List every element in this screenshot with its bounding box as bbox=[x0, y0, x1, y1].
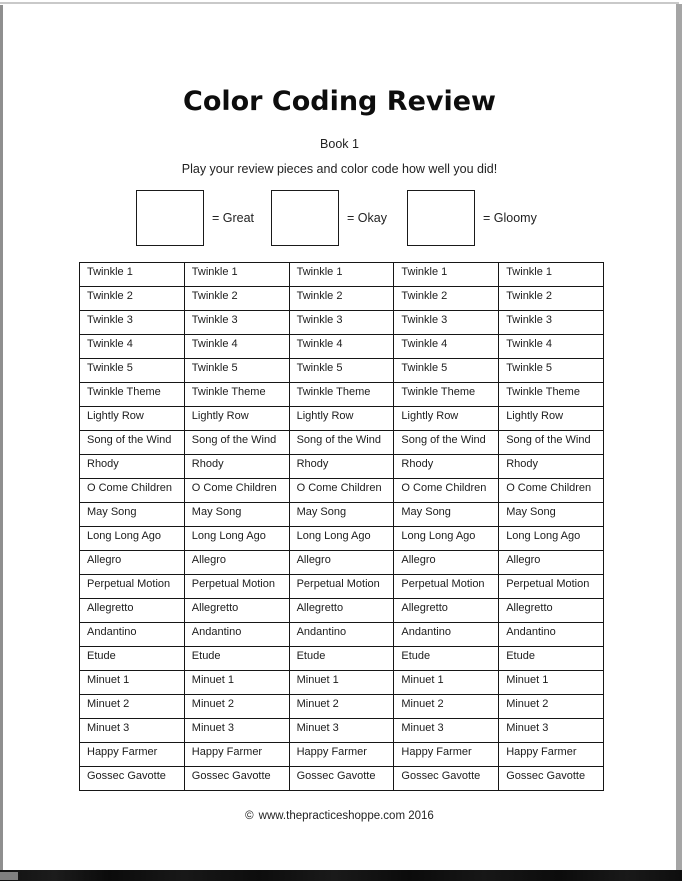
piece-cell: Minuet 3 bbox=[184, 719, 289, 743]
piece-cell: Minuet 2 bbox=[289, 695, 394, 719]
piece-cell: Allegretto bbox=[394, 599, 499, 623]
piece-cell: Perpetual Motion bbox=[80, 575, 185, 599]
piece-cell: Andantino bbox=[499, 623, 604, 647]
piece-cell: Twinkle 4 bbox=[184, 335, 289, 359]
piece-cell: Minuet 3 bbox=[394, 719, 499, 743]
piece-cell: Allegro bbox=[499, 551, 604, 575]
piece-cell: Twinkle 4 bbox=[289, 335, 394, 359]
table-row bbox=[80, 479, 604, 503]
piece-cell: Minuet 2 bbox=[80, 695, 185, 719]
piece-cell: Happy Farmer bbox=[184, 743, 289, 767]
piece-cell: Twinkle Theme bbox=[394, 383, 499, 407]
piece-cell: Lightly Row bbox=[80, 407, 185, 431]
piece-cell: Happy Farmer bbox=[499, 743, 604, 767]
piece-cell: May Song bbox=[289, 503, 394, 527]
bottom-edge-bar bbox=[0, 870, 682, 881]
piece-cell: Twinkle 3 bbox=[289, 311, 394, 335]
piece-cell: Allegretto bbox=[289, 599, 394, 623]
piece-cell: Twinkle 2 bbox=[80, 287, 185, 311]
piece-cell: Twinkle 5 bbox=[80, 359, 185, 383]
piece-cell: Etude bbox=[80, 647, 185, 671]
table-row bbox=[80, 383, 604, 407]
piece-cell: Gossec Gavotte bbox=[184, 767, 289, 791]
piece-cell: Twinkle 2 bbox=[184, 287, 289, 311]
piece-cell: Rhody bbox=[394, 455, 499, 479]
piece-cell: Twinkle 1 bbox=[394, 263, 499, 287]
table-row bbox=[80, 575, 604, 599]
piece-cell: Twinkle 1 bbox=[499, 263, 604, 287]
table-row bbox=[80, 695, 604, 719]
piece-cell: Minuet 1 bbox=[289, 671, 394, 695]
table-row bbox=[80, 263, 604, 287]
piece-cell: Twinkle 2 bbox=[499, 287, 604, 311]
piece-cell: Allegretto bbox=[80, 599, 185, 623]
piece-cell: Minuet 1 bbox=[394, 671, 499, 695]
piece-cell: Long Long Ago bbox=[184, 527, 289, 551]
legend-label-okay: = Okay bbox=[347, 211, 387, 225]
legend-label-great: = Great bbox=[212, 211, 255, 225]
piece-cell: Song of the Wind bbox=[289, 431, 394, 455]
legend-item-gloomy bbox=[407, 190, 537, 246]
color-box-great bbox=[136, 190, 204, 246]
piece-cell: O Come Children bbox=[80, 479, 185, 503]
piece-cell: Gossec Gavotte bbox=[394, 767, 499, 791]
piece-cell: Gossec Gavotte bbox=[80, 767, 185, 791]
piece-cell: Perpetual Motion bbox=[499, 575, 604, 599]
piece-cell: May Song bbox=[394, 503, 499, 527]
piece-cell: Perpetual Motion bbox=[184, 575, 289, 599]
piece-cell: Minuet 2 bbox=[499, 695, 604, 719]
copyright-text: www.thepracticeshoppe.com 2016 bbox=[258, 810, 434, 822]
piece-cell: Etude bbox=[394, 647, 499, 671]
piece-cell: Song of the Wind bbox=[80, 431, 185, 455]
piece-cell: Long Long Ago bbox=[289, 527, 394, 551]
piece-cell: Twinkle Theme bbox=[80, 383, 185, 407]
color-box-okay bbox=[271, 190, 339, 246]
piece-cell: Twinkle 1 bbox=[80, 263, 185, 287]
piece-cell: Minuet 1 bbox=[80, 671, 185, 695]
table-row bbox=[80, 359, 604, 383]
piece-cell: Gossec Gavotte bbox=[289, 767, 394, 791]
piece-cell: Allegro bbox=[184, 551, 289, 575]
piece-cell: Twinkle Theme bbox=[184, 383, 289, 407]
piece-cell: Long Long Ago bbox=[80, 527, 185, 551]
piece-cell: Lightly Row bbox=[289, 407, 394, 431]
table-row bbox=[80, 743, 604, 767]
piece-cell: Lightly Row bbox=[394, 407, 499, 431]
piece-cell: Etude bbox=[499, 647, 604, 671]
table-row bbox=[80, 671, 604, 695]
piece-cell: Rhody bbox=[499, 455, 604, 479]
piece-cell: Twinkle 5 bbox=[289, 359, 394, 383]
piece-cell: Rhody bbox=[289, 455, 394, 479]
piece-cell: Rhody bbox=[80, 455, 185, 479]
table-row bbox=[80, 287, 604, 311]
piece-cell: Twinkle Theme bbox=[289, 383, 394, 407]
table-row bbox=[80, 431, 604, 455]
table-row bbox=[80, 719, 604, 743]
piece-cell: Allegretto bbox=[499, 599, 604, 623]
piece-cell: Rhody bbox=[184, 455, 289, 479]
table-row bbox=[80, 407, 604, 431]
table-row bbox=[80, 335, 604, 359]
copyright-symbol: © bbox=[245, 810, 254, 822]
piece-cell: Minuet 2 bbox=[184, 695, 289, 719]
piece-cell: Twinkle 3 bbox=[394, 311, 499, 335]
piece-cell: Andantino bbox=[289, 623, 394, 647]
piece-cell: Long Long Ago bbox=[394, 527, 499, 551]
piece-cell: Minuet 1 bbox=[499, 671, 604, 695]
review-pieces-table bbox=[79, 262, 604, 791]
piece-cell: O Come Children bbox=[499, 479, 604, 503]
piece-cell: Happy Farmer bbox=[289, 743, 394, 767]
piece-cell: Lightly Row bbox=[499, 407, 604, 431]
copyright-footer bbox=[3, 810, 676, 822]
piece-cell: Twinkle 5 bbox=[184, 359, 289, 383]
piece-cell: Perpetual Motion bbox=[394, 575, 499, 599]
piece-cell: Song of the Wind bbox=[394, 431, 499, 455]
page-title: Color Coding Review bbox=[183, 86, 496, 117]
piece-cell: May Song bbox=[184, 503, 289, 527]
instruction-text: Play your review pieces and color code how well you did! bbox=[181, 162, 498, 176]
piece-cell: Minuet 3 bbox=[289, 719, 394, 743]
piece-cell: Song of the Wind bbox=[184, 431, 289, 455]
piece-cell: Perpetual Motion bbox=[289, 575, 394, 599]
piece-cell: Andantino bbox=[394, 623, 499, 647]
piece-cell: Happy Farmer bbox=[80, 743, 185, 767]
table-row bbox=[80, 599, 604, 623]
piece-cell: Gossec Gavotte bbox=[499, 767, 604, 791]
legend-label-gloomy: = Gloomy bbox=[483, 211, 537, 225]
piece-cell: Andantino bbox=[184, 623, 289, 647]
piece-cell: May Song bbox=[80, 503, 185, 527]
piece-cell: Twinkle 2 bbox=[394, 287, 499, 311]
piece-cell: Allegretto bbox=[184, 599, 289, 623]
piece-cell: Twinkle 3 bbox=[184, 311, 289, 335]
piece-cell: Song of the Wind bbox=[499, 431, 604, 455]
legend-item-great bbox=[136, 190, 254, 246]
page-edge-right bbox=[676, 4, 682, 870]
piece-cell: Twinkle 2 bbox=[289, 287, 394, 311]
worksheet-page bbox=[3, 4, 676, 870]
piece-cell: Minuet 3 bbox=[80, 719, 185, 743]
piece-cell: Twinkle Theme bbox=[499, 383, 604, 407]
piece-cell: Etude bbox=[289, 647, 394, 671]
piece-cell: Allegro bbox=[394, 551, 499, 575]
table-row bbox=[80, 647, 604, 671]
bottom-edge-corner bbox=[0, 872, 18, 880]
piece-cell: O Come Children bbox=[394, 479, 499, 503]
table-row bbox=[80, 551, 604, 575]
book-subtitle: Book 1 bbox=[320, 137, 359, 151]
piece-cell: Twinkle 4 bbox=[394, 335, 499, 359]
color-box-gloomy bbox=[407, 190, 475, 246]
legend-item-okay bbox=[271, 190, 387, 246]
piece-cell: Allegro bbox=[289, 551, 394, 575]
piece-cell: Twinkle 5 bbox=[499, 359, 604, 383]
piece-cell: Twinkle 4 bbox=[499, 335, 604, 359]
piece-cell: Twinkle 4 bbox=[80, 335, 185, 359]
piece-cell: May Song bbox=[499, 503, 604, 527]
piece-cell: Happy Farmer bbox=[394, 743, 499, 767]
piece-cell: Allegro bbox=[80, 551, 185, 575]
piece-cell: Twinkle 5 bbox=[394, 359, 499, 383]
piece-cell: Twinkle 1 bbox=[184, 263, 289, 287]
table-row bbox=[80, 623, 604, 647]
table-row bbox=[80, 767, 604, 791]
piece-cell: O Come Children bbox=[289, 479, 394, 503]
piece-cell: O Come Children bbox=[184, 479, 289, 503]
piece-cell: Andantino bbox=[80, 623, 185, 647]
piece-cell: Minuet 3 bbox=[499, 719, 604, 743]
piece-cell: Twinkle 3 bbox=[80, 311, 185, 335]
table-row bbox=[80, 527, 604, 551]
table-row bbox=[80, 455, 604, 479]
piece-cell: Minuet 1 bbox=[184, 671, 289, 695]
piece-cell: Twinkle 1 bbox=[289, 263, 394, 287]
piece-cell: Long Long Ago bbox=[499, 527, 604, 551]
table-row bbox=[80, 503, 604, 527]
piece-cell: Lightly Row bbox=[184, 407, 289, 431]
piece-cell: Minuet 2 bbox=[394, 695, 499, 719]
piece-cell: Twinkle 3 bbox=[499, 311, 604, 335]
piece-cell: Etude bbox=[184, 647, 289, 671]
table-row bbox=[80, 311, 604, 335]
